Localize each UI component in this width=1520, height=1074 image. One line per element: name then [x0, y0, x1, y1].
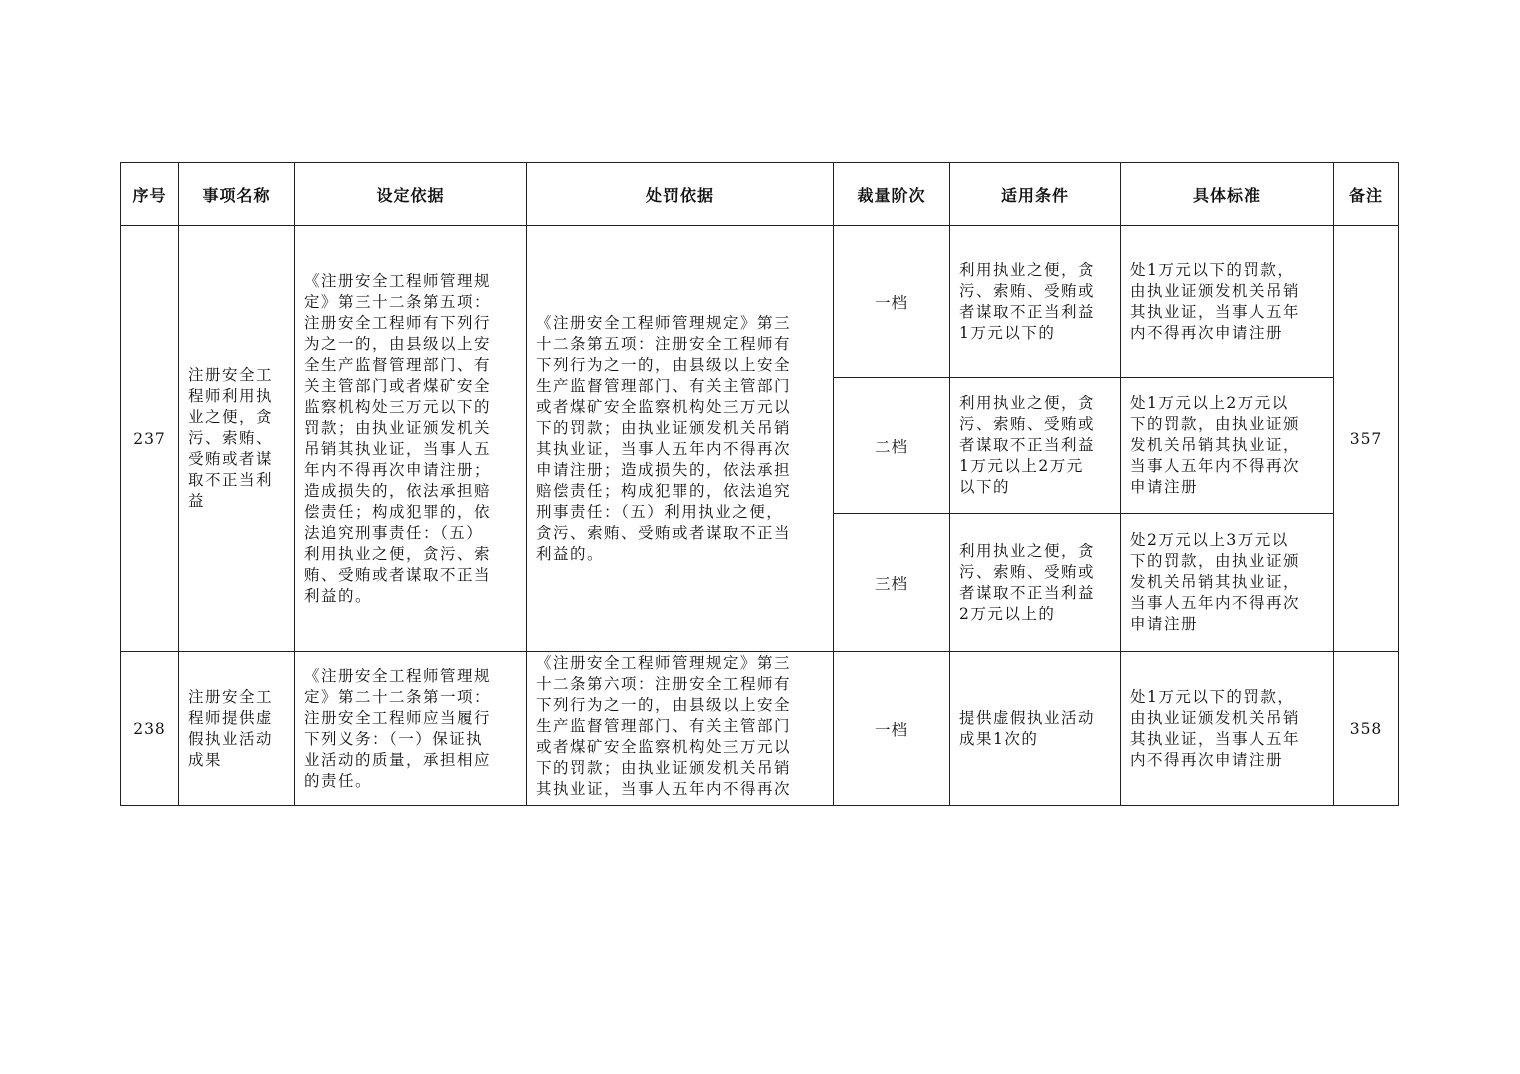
- penalty-basis-cell: [527, 226, 834, 652]
- standard-cell: [1121, 226, 1334, 378]
- header-serial-no: 序号: [121, 163, 179, 226]
- discretion-level-cell: 三档: [834, 514, 950, 652]
- item-name-cell: [179, 652, 295, 806]
- standard-cell: [1121, 378, 1334, 514]
- item-name-text: 注册安全工 程师利用执 业之便，贪 污、索贿、 受贿或者谋 取不正当利 益: [188, 366, 274, 510]
- discretion-level-cell: 一档: [834, 226, 950, 378]
- header-specific-standard: 具体标准: [1121, 163, 1334, 226]
- remarks-cell: 357: [1334, 226, 1399, 652]
- condition-cell: [950, 514, 1121, 652]
- condition-cell: [950, 226, 1121, 378]
- header-remarks: 备注: [1334, 163, 1399, 226]
- penalty-discretion-table: [120, 162, 1399, 806]
- standard-cell: [1121, 514, 1334, 652]
- penalty-basis-text: 《注册安全工程师管理规定》第三 十二条第六项：注册安全工程师有 下列行为之一的，由县级以上安全 生产监督管理部门、有关主管部门 或者煤矿安全监察机构处三万元以 下的罚款；由执业证颁发机关吊销 其执业证，当事人五年内不得再次: [536, 654, 792, 798]
- condition-text: 利用执业之便，贪 污、索贿、受贿或 者谋取不正当利益 1万元以上2万元 以下的: [959, 394, 1096, 496]
- legal-basis-text: 《注册安全工程师管理规 定》第二十二条第一项： 注册安全工程师应当履行 下列义务：（一）保证执 业活动的质量，承担相应 的责任。: [304, 666, 492, 790]
- header-discretion-level: 裁量阶次: [834, 163, 950, 226]
- table-header-row: [121, 163, 1399, 226]
- serial-no-cell: 237: [121, 226, 179, 652]
- standard-text: 处1万元以上2万元以 下的罚款，由执业证颁 发机关吊销其执业证， 当事人五年内不得再次 申请注册: [1130, 394, 1301, 496]
- condition-cell: [950, 652, 1121, 806]
- remarks-cell: 358: [1334, 652, 1399, 806]
- condition-text: 利用执业之便，贪 污、索贿、受贿或 者谋取不正当利益 1万元以下的: [959, 260, 1096, 342]
- discretion-level-cell: 二档: [834, 378, 950, 514]
- standard-text: 处1万元以下的罚款， 由执业证颁发机关吊销 其执业证，当事人五年 内不得再次申请注册: [1130, 260, 1301, 342]
- header-item-name: 事项名称: [179, 163, 295, 226]
- legal-basis-cell: [295, 226, 527, 652]
- standard-text: 处2万元以上3万元以 下的罚款，由执业证颁 发机关吊销其执业证， 当事人五年内不得再次 申请注册: [1130, 531, 1301, 633]
- table-row: [121, 226, 1399, 378]
- item-name-cell: [179, 226, 295, 652]
- table-row: [121, 652, 1399, 806]
- penalty-basis-text: 《注册安全工程师管理规定》第三 十二条第五项：注册安全工程师有 下列行为之一的，由县级以上安全 生产监督管理部门、有关主管部门 或者煤矿安全监察机构处三万元以 下的罚款；由执业证颁发机关吊销 其执业证，当事人五年内不得再次 申请注册；造成损失的，依法承担 赔偿责任；构成犯罪的，依法追究 刑事责任：（五）利用执业之便， 贪污、索贿、受贿或者谋取不正当 利益的。: [536, 313, 792, 563]
- header-applicable-condition: 适用条件: [950, 163, 1121, 226]
- condition-text: 提供虚假执业活动 成果1次的: [959, 708, 1096, 748]
- item-name-text: 注册安全工 程师提供虚 假执业活动 成果: [188, 687, 274, 769]
- serial-no-cell: 238: [121, 652, 179, 806]
- discretion-level-cell: 一档: [834, 652, 950, 806]
- legal-basis-text: 《注册安全工程师管理规 定》第三十二条第五项： 注册安全工程师有下列行 为之一的，由县级以上安 全生产监督管理部门、有 关主管部门或者煤矿安全 监察机构处三万元以下的 罚款；由执业证颁发机关 吊销其执业证，当事人五 年内不得再次申请注册； 造成损失的，依法承担赔 偿责任；构成犯罪的，依 法追究刑事责任：（五） 利用执业之便，贪污、索 贿、受贿或者谋取不正当 利益的。: [304, 271, 492, 605]
- condition-text: 利用执业之便，贪 污、索贿、受贿或 者谋取不正当利益 2万元以上的: [959, 541, 1096, 623]
- standard-text: 处1万元以下的罚款， 由执业证颁发机关吊销 其执业证，当事人五年 内不得再次申请注册: [1130, 687, 1301, 769]
- header-penalty-basis: 处罚依据: [527, 163, 834, 226]
- standard-cell: [1121, 652, 1334, 806]
- condition-cell: [950, 378, 1121, 514]
- penalty-basis-cell: [527, 652, 834, 806]
- legal-basis-cell: [295, 652, 527, 806]
- header-legal-basis: 设定依据: [295, 163, 527, 226]
